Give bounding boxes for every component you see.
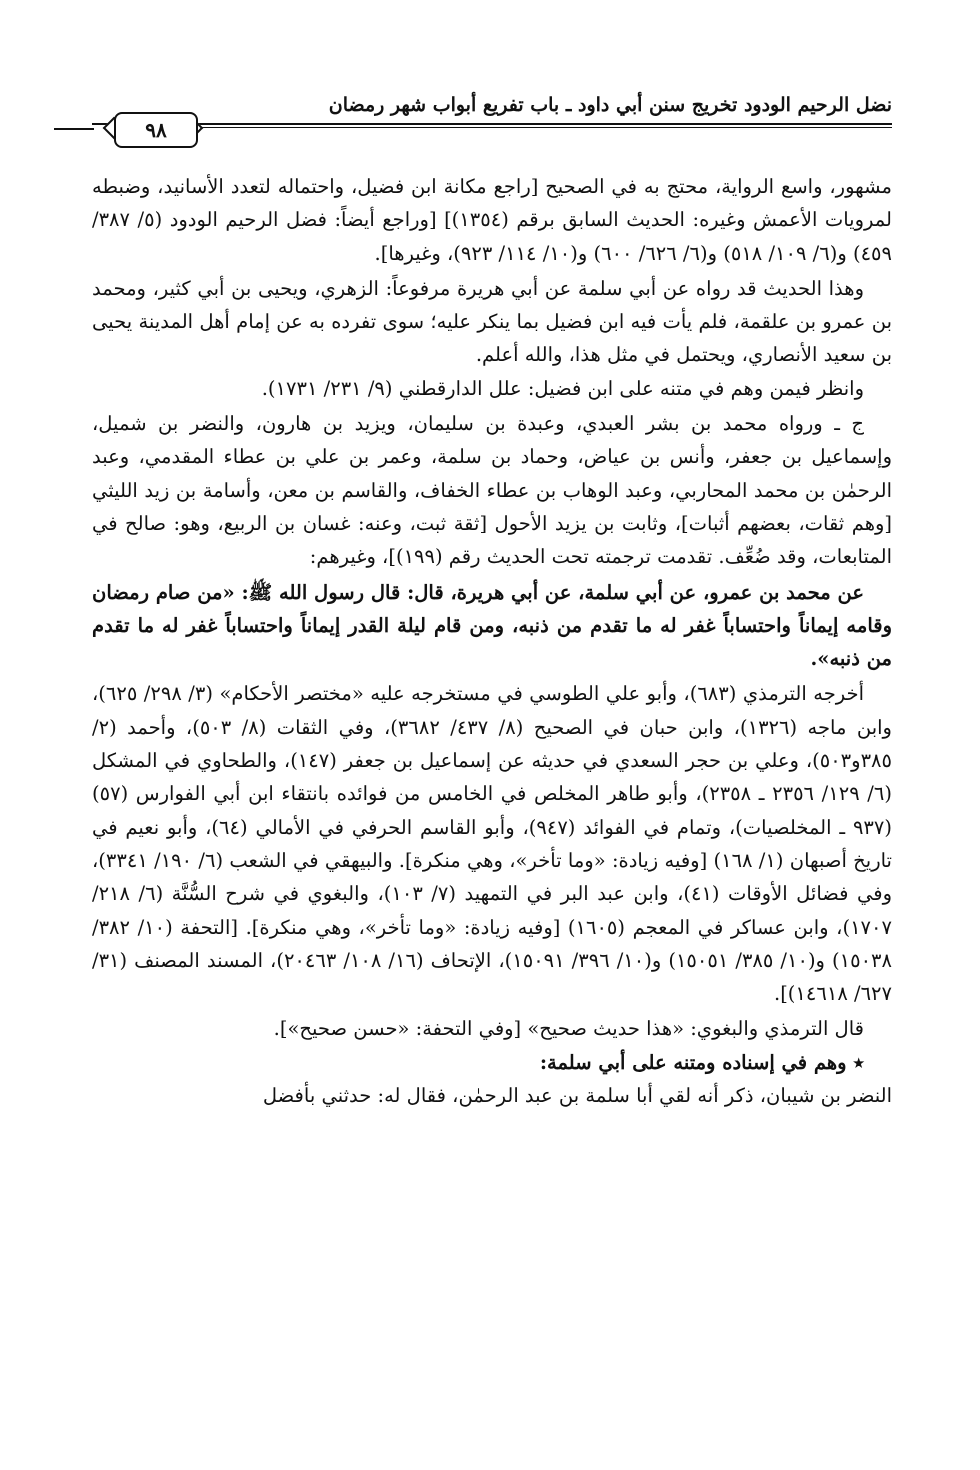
paragraph-2: وهذا الحديث قد رواه عن أبي سلمة عن أبي هريرة مرفوعاً: الزهري، ويحيى بن أبي كثير، ومحمد بن عمرو بن علقمة، فلم يأت فيه ابن فضيل بما ينكر عليه؛ سوى تفرده به عن إمام أهل المدينة يحيى بن سعيد الأنصاري، ويحتمل في مثل هذا، والله أعلم.	[92, 276, 892, 367]
paragraph-3: وانظر فيمن وهم في متنه على ابن فضيل: علل الدارقطني (٩/ ٢٣١/ ١٧٣١).	[261, 376, 864, 400]
badge-dash	[54, 128, 94, 130]
running-title: نضل الرحيم الودود تخريج سنن أبي داود ـ باب تفريع أبواب شهر رمضان	[328, 94, 892, 116]
page-body	[92, 170, 892, 1112]
header-rule-thin	[152, 127, 892, 128]
book-page	[92, 0, 892, 1470]
paragraph-4: ج ـ ورواه محمد بن بشر العبدي، وعبدة بن سليمان، ويزيد بن هارون، والنضر بن شميل، وإسماعيل بن جعفر، وأنس بن عياض، وحماد بن سلمة، وعمر بن علي بن عطاء المقدمي، وعبد الرحمٰن بن محمد المحاربي، وعبد الوهاب بن عطاء الخفاف، والقاسم بن معن، وأسامة بن زيد الليثي [وهم ثقات، بعضهم أثبات]، وثابت بن يزيد الأحول [ثقة ثبت، وعنه: غسان بن الربيع، وهو: صالح في المتابعات، وقد ضُعِّف. تقدمت ترجمته تحت الحديث رقم (١٩٩)]، وغيرهم:	[92, 412, 892, 569]
section-heading: ٭ وهم في إسناده ومتنه على أبي سلمة:	[539, 1050, 864, 1074]
takhrij-paragraph: أخرجه الترمذي (٦٨٣)، وأبو علي الطوسي في مستخرجه عليه «مختصر الأحكام» (٣/ ٢٩٨/ ٦٢٥)، وابن ماجه (١٣٢٦)، وابن حبان في الصحيح (٨/ ٤٣٧/ ٣٦٨٢)، وفي الثقات (٨/ ٥٠٣)، وأحمد (٢/ ٣٨٥و٥٠٣)، وعلي بن حجر السعدي في حديثه عن إسماعيل بن جعفر (١٤٧)، والطحاوي في المشكل (٦/ ١٢٩/ ٢٣٥٦ ـ ٢٣٥٨)، وأبو طاهر المخلص في الخامس من فوائده بانتقاء ابن أبي الفوارس (٥٧) (٩٣٧ ـ المخلصيات)، وتمام في الفوائد (٩٤٧)، وأبو القاسم الحرفي في الأمالي (٦٤)، وأبو نعيم في تاريخ أصبهان (١/ ١٦٨) [وفيه زيادة: «وما تأخر»، وهي منكرة]. والبيهقي في الشعب (٦/ ١٩٠/ ٣٣٤١)، وفي فضائل الأوقات (٤١)، وابن عبد البر في التمهيد (٧/ ١٠٣)، والبغوي في شرح السُّنَّة (٦/ ٢١٨/ ١٧٠٧)، وابن عساكر في المعجم (١٦٠٥) [وفيه زيادة: «وما تأخر»، وهي منكرة]. [التحفة (١٠/ ٣٨٢/ ١٥٠٣٨) و(١٠/ ٣٨٥/ ١٥٠٥١) و(١٠/ ٣٩٦/ ١٥٠٩١)، الإتحاف (١٦/ ١٠٨/ ٢٠٤٦٣)، المسند المصنف (٣١/ ٦٢٧/ ١٤٦١٨)].	[92, 682, 892, 1006]
paragraph-1: مشهور، واسع الرواية، محتج به في الصحيح [راجع مكانة ابن فضيل، واحتماله لتعدد الأسانيد، وضبطه لمرويات الأعمش وغيره: الحديث السابق برقم (١٣٥٤)] [وراجع أيضاً: فضل الرحيم الودود (٥/ ٣٨٧/ ٤٥٩) و(٦/ ١٠٩/ ٥١٨) و(٦/ ٦٢٦/ ٦٠٠) و(١٠/ ١١٤/ ٩٢٣)، وغيرها].	[92, 175, 892, 265]
paragraph-last: النضر بن شيبان، ذكر أنه لقي أبا سلمة بن عبد الرحمٰن، فقال له: حدثني بأفضل	[262, 1084, 892, 1108]
tirmidhi-verdict: قال الترمذي والبغوي: «هذا حديث صحيح» [وفي التحفة: «حسن صحيح»].	[273, 1017, 864, 1041]
page-number-badge: ٩٨	[114, 112, 198, 148]
page-header	[92, 92, 892, 154]
header-rule	[92, 123, 892, 125]
hadith-text: عن محمد بن عمرو، عن أبي سلمة، عن أبي هريرة، قال: قال رسول الله ﷺ: «من صام رمضان وقامه إيماناً واحتساباً غفر له ما تقدم من ذنبه، ومن قام ليلة القدر إيماناً واحتساباً غفر له ما تقدم من ذنبه».	[92, 580, 892, 671]
